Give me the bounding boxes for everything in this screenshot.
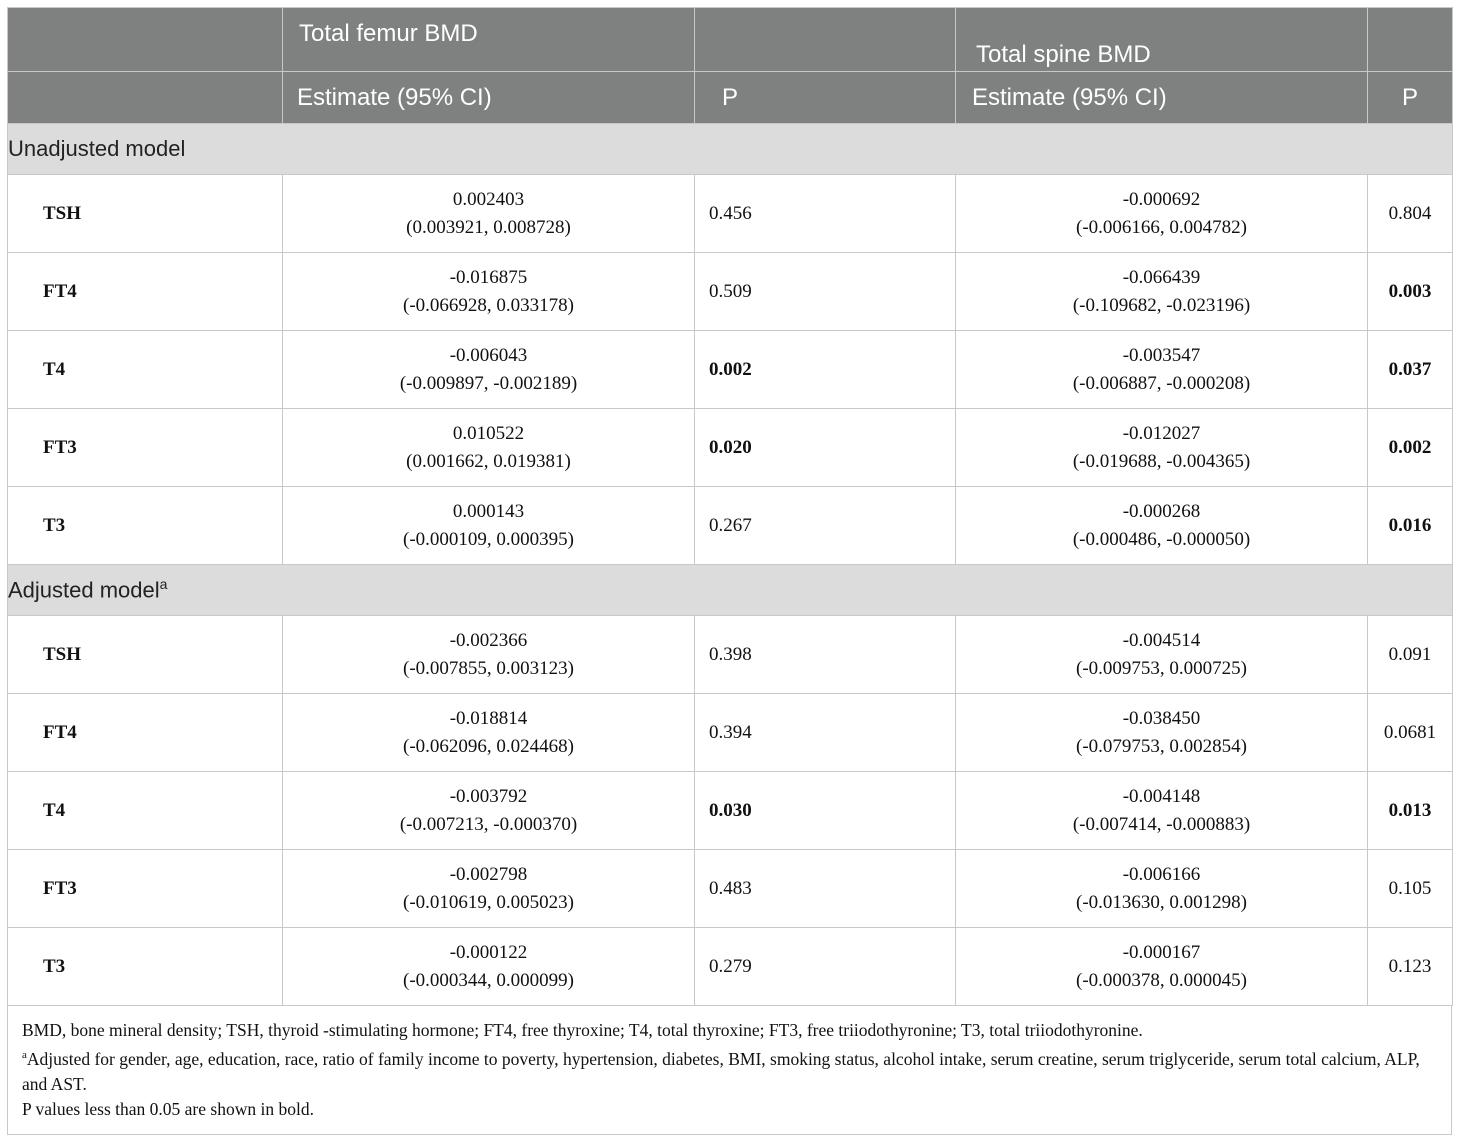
spine-estimate-cell xyxy=(956,331,1368,409)
spine-ci-value: (-0.006166, 0.004782) xyxy=(1076,216,1247,238)
header-empty-cell xyxy=(695,8,956,72)
femur-estimate-cell xyxy=(283,850,695,928)
femur-estimate-cell xyxy=(283,487,695,565)
spine-estimate-value: -0.000268 xyxy=(1122,500,1201,522)
section-header-row xyxy=(8,565,1453,616)
spine-estimate-value: -0.000692 xyxy=(1122,188,1201,210)
spine-estimate-cell xyxy=(956,616,1368,694)
row-label: FT3 xyxy=(8,850,283,928)
spine-p-value: 0.002 xyxy=(1368,409,1453,487)
femur-p-value: 0.030 xyxy=(695,772,956,850)
spine-p-value: 0.0681 xyxy=(1368,694,1453,772)
femur-p-value: 0.002 xyxy=(695,331,956,409)
footnote-adjusted-text: Adjusted for gender, age, education, race, ratio of family income to poverty, hypertension, diabetes, BMI, smoking status, alcohol intake, serum creatine, serum triglyceride, serum total calcium, ALP, and AST. xyxy=(22,1048,1420,1094)
spine-estimate-cell xyxy=(956,772,1368,850)
header-spine-p: P xyxy=(1368,72,1453,124)
footnote-marker: a xyxy=(22,1049,27,1061)
femur-p-value: 0.267 xyxy=(695,487,956,565)
femur-p-value: 0.398 xyxy=(695,616,956,694)
spine-p-value: 0.003 xyxy=(1368,253,1453,331)
table-row xyxy=(8,409,1453,487)
femur-estimate-cell xyxy=(283,175,695,253)
header-corner-cell xyxy=(8,72,283,124)
row-label: T3 xyxy=(8,928,283,1006)
row-label: FT4 xyxy=(8,694,283,772)
spine-ci-value: (-0.000486, -0.000050) xyxy=(1072,528,1251,550)
spine-p-value: 0.123 xyxy=(1368,928,1453,1006)
table-row xyxy=(8,850,1453,928)
table-row xyxy=(8,928,1453,1006)
femur-estimate-value: 0.010522 xyxy=(452,422,525,444)
section-header-row xyxy=(8,124,1453,175)
spine-p-value: 0.105 xyxy=(1368,850,1453,928)
spine-estimate-cell xyxy=(956,487,1368,565)
femur-ci-value: (-0.000109, 0.000395) xyxy=(403,528,574,550)
footnote-abbreviations: BMD, bone mineral density; TSH, thyroid -stimulating hormone; FT4, free thyroxine; T4, total thyroxine; FT3, free triiodothyronine; T3, total triiodothyronine. xyxy=(22,1020,1143,1040)
femur-ci-value: (0.003921, 0.008728) xyxy=(406,216,571,238)
header-spine-group: Total spine BMD xyxy=(956,8,1368,72)
header-femur-estimate: Estimate (95% CI) xyxy=(283,72,695,124)
femur-estimate-value: -0.016875 xyxy=(449,266,528,288)
femur-ci-value: (-0.066928, 0.033178) xyxy=(403,294,574,316)
row-label: TSH xyxy=(8,175,283,253)
spine-p-value: 0.804 xyxy=(1368,175,1453,253)
spine-ci-value: (-0.109682, -0.023196) xyxy=(1072,294,1251,316)
row-label: FT3 xyxy=(8,409,283,487)
spine-p-value: 0.037 xyxy=(1368,331,1453,409)
spine-estimate-value: -0.038450 xyxy=(1122,707,1201,729)
spine-p-value: 0.091 xyxy=(1368,616,1453,694)
table-row xyxy=(8,331,1453,409)
femur-ci-value: (-0.000344, 0.000099) xyxy=(403,969,574,991)
femur-ci-value: (-0.007855, 0.003123) xyxy=(403,657,574,679)
footnote-bold-note: P values less than 0.05 are shown in bold. xyxy=(22,1098,314,1119)
spine-p-value: 0.016 xyxy=(1368,487,1453,565)
table-row xyxy=(8,694,1453,772)
header-femur-p: P xyxy=(695,72,956,124)
spine-estimate-cell xyxy=(956,409,1368,487)
spine-estimate-value: -0.066439 xyxy=(1122,266,1201,288)
header-row-groups xyxy=(8,8,1453,72)
header-spine-estimate: Estimate (95% CI) xyxy=(956,72,1368,124)
spine-ci-value: (-0.079753, 0.002854) xyxy=(1076,735,1247,757)
spine-ci-value: (-0.013630, 0.001298) xyxy=(1076,891,1247,913)
femur-estimate-cell xyxy=(283,253,695,331)
row-label: FT4 xyxy=(8,253,283,331)
header-row-columns xyxy=(8,72,1453,124)
femur-estimate-value: -0.000122 xyxy=(449,941,528,963)
spine-estimate-cell xyxy=(956,694,1368,772)
table-row xyxy=(8,616,1453,694)
spine-ci-value: (-0.019688, -0.004365) xyxy=(1072,450,1251,472)
section-title xyxy=(8,565,1453,616)
results-table-container xyxy=(7,7,1452,1135)
femur-estimate-value: -0.002366 xyxy=(449,629,528,651)
femur-ci-value: (0.001662, 0.019381) xyxy=(406,450,571,472)
table-footnotes xyxy=(7,1006,1452,1135)
spine-estimate-cell xyxy=(956,175,1368,253)
section-title-text: Adjusted model xyxy=(8,577,160,603)
femur-p-value: 0.483 xyxy=(695,850,956,928)
femur-estimate-value: -0.003792 xyxy=(449,785,528,807)
femur-estimate-value: 0.002403 xyxy=(452,188,525,210)
results-table xyxy=(7,7,1453,1006)
femur-ci-value: (-0.062096, 0.024468) xyxy=(403,735,574,757)
spine-estimate-value: -0.000167 xyxy=(1122,941,1201,963)
spine-estimate-value: -0.003547 xyxy=(1122,344,1201,366)
table-row xyxy=(8,175,1453,253)
femur-estimate-cell xyxy=(283,694,695,772)
spine-ci-value: (-0.007414, -0.000883) xyxy=(1072,813,1251,835)
femur-p-value: 0.509 xyxy=(695,253,956,331)
femur-p-value: 0.456 xyxy=(695,175,956,253)
section-title-superscript: a xyxy=(159,576,168,593)
spine-estimate-cell xyxy=(956,253,1368,331)
footnote-adjusted xyxy=(22,1043,1437,1097)
femur-estimate-value: -0.006043 xyxy=(449,344,528,366)
spine-estimate-value: -0.004514 xyxy=(1122,629,1201,651)
femur-estimate-cell xyxy=(283,928,695,1006)
header-femur-group: Total femur BMD xyxy=(283,8,695,72)
spine-estimate-cell xyxy=(956,928,1368,1006)
spine-ci-value: (-0.000378, 0.000045) xyxy=(1076,969,1247,991)
femur-ci-value: (-0.009897, -0.002189) xyxy=(399,372,578,394)
spine-ci-value: (-0.009753, 0.000725) xyxy=(1076,657,1247,679)
row-label: T4 xyxy=(8,331,283,409)
femur-estimate-cell xyxy=(283,409,695,487)
section-title xyxy=(8,124,1453,175)
femur-estimate-cell xyxy=(283,772,695,850)
spine-estimate-value: -0.006166 xyxy=(1122,863,1201,885)
femur-p-value: 0.020 xyxy=(695,409,956,487)
femur-estimate-value: -0.002798 xyxy=(449,863,528,885)
section-title-text: Unadjusted model xyxy=(8,136,186,161)
table-row xyxy=(8,487,1453,565)
femur-ci-value: (-0.007213, -0.000370) xyxy=(399,813,578,835)
femur-ci-value: (-0.010619, 0.005023) xyxy=(403,891,574,913)
table-row xyxy=(8,253,1453,331)
femur-estimate-cell xyxy=(283,331,695,409)
femur-p-value: 0.279 xyxy=(695,928,956,1006)
spine-ci-value: (-0.006887, -0.000208) xyxy=(1072,372,1251,394)
femur-p-value: 0.394 xyxy=(695,694,956,772)
table-row xyxy=(8,772,1453,850)
femur-estimate-value: 0.000143 xyxy=(452,500,525,522)
spine-estimate-cell xyxy=(956,850,1368,928)
header-empty-cell xyxy=(1368,8,1453,72)
row-label: T3 xyxy=(8,487,283,565)
row-label: T4 xyxy=(8,772,283,850)
spine-p-value: 0.013 xyxy=(1368,772,1453,850)
femur-estimate-cell xyxy=(283,616,695,694)
row-label: TSH xyxy=(8,616,283,694)
header-corner-cell xyxy=(8,8,283,72)
femur-estimate-value: -0.018814 xyxy=(449,707,528,729)
spine-estimate-value: -0.012027 xyxy=(1122,422,1201,444)
spine-estimate-value: -0.004148 xyxy=(1122,785,1201,807)
